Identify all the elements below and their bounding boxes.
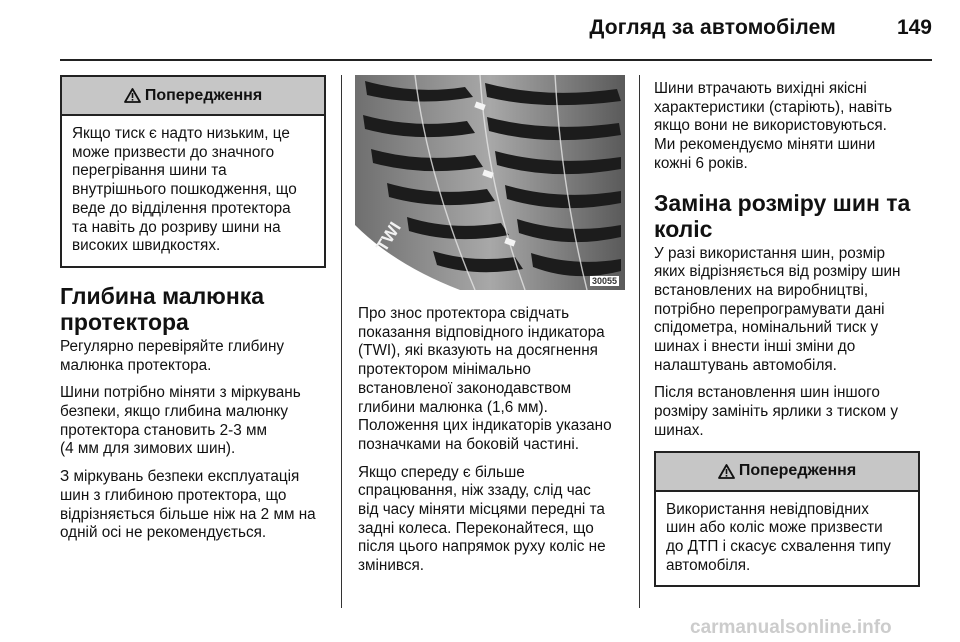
page-number: 149 <box>896 16 932 39</box>
column-divider-left <box>341 75 342 608</box>
text-line: та навіть до розриву шини на <box>72 218 281 236</box>
paragraph <box>358 305 628 455</box>
paragraph <box>654 245 934 376</box>
text-line: Використання невідповідних <box>666 500 869 518</box>
text-line: одній осі не рекомендується. <box>60 524 267 542</box>
text-line: автомобіля. <box>666 556 751 574</box>
column-middle <box>358 305 628 585</box>
text-line: спрацювання, ніж ззаду, слід час <box>358 482 591 500</box>
text-line: протектором мінімально <box>358 361 531 379</box>
warning-header <box>656 453 918 492</box>
warning-text <box>656 492 918 586</box>
tyre-tread-figure <box>355 75 625 290</box>
text-line: змінився. <box>358 557 425 575</box>
text-line: позначками на боковій частині. <box>358 435 580 453</box>
text-line: відрізняється більше ніж на 2 мм на <box>60 505 316 523</box>
section-heading <box>654 190 934 242</box>
text-line: шин або коліс може призвести <box>666 519 883 537</box>
text-line: Шини втрачають вихідні якісні <box>654 80 867 97</box>
paragraph <box>60 468 328 543</box>
header-rule <box>60 59 932 61</box>
watermark: carmanualsonline.info <box>690 617 892 638</box>
heading-line: коліс <box>654 215 713 242</box>
text-line: розміру замініть ярлики з тиском у <box>654 403 898 421</box>
text-line: задні колеса. Переконайтеся, що <box>358 519 594 537</box>
tyre-tread-illustration <box>355 75 625 290</box>
text-line: потрібно перепрограмувати дані <box>654 300 885 318</box>
text-line: встановленої законодавством <box>358 379 572 397</box>
page-title: Догляд за автомобілем <box>589 16 836 39</box>
text-line: (4 мм для зимових шин). <box>60 440 236 458</box>
text-line: після цього напрямок руху коліс не <box>358 538 606 556</box>
text-line: глибини малюнка (1,6 мм). <box>358 398 548 416</box>
tyre-marking: TWI <box>372 218 405 256</box>
text-line: Якщо тиск є надто низьким, це <box>72 125 290 142</box>
text-line: високих швидкостях. <box>72 237 221 255</box>
section-heading <box>60 283 328 335</box>
text-line: (TWI), які вказують на досягнення <box>358 342 598 360</box>
text-line: спідометра, номінальний тиск у <box>654 319 879 337</box>
heading-line: Глибина малюнка <box>60 282 265 309</box>
paragraph <box>654 384 934 440</box>
text-line: Ми рекомендуємо міняти шини <box>654 136 876 154</box>
column-left <box>60 75 328 552</box>
warning-icon <box>124 88 141 103</box>
text-line: якщо вони не використовуються. <box>654 117 887 135</box>
text-line: характеристики (старіють), навіть <box>654 98 893 116</box>
text-line: може призвести до значного <box>72 143 275 161</box>
text-line: Про знос протектора свідчать <box>358 305 570 322</box>
text-line: перегрівання шини та <box>72 162 227 180</box>
text-line: до ДТП і скасує схвалення типу <box>666 537 891 555</box>
text-line: шинах. <box>654 421 704 439</box>
warning-icon <box>718 464 735 479</box>
paragraph <box>60 384 328 459</box>
text-line: малюнка протектора. <box>60 356 212 374</box>
text-line: показання відповідного індикатора <box>358 323 605 341</box>
text-line: Шини потрібно міняти з міркувань <box>60 384 301 402</box>
warning-box <box>60 75 326 268</box>
warning-box <box>654 451 920 588</box>
column-right <box>654 80 934 587</box>
paragraph <box>60 338 328 375</box>
text-line: кожні 6 років. <box>654 154 748 172</box>
warning-title: Попередження <box>738 462 857 480</box>
warning-title: Попередження <box>144 86 263 104</box>
text-line: протектора становить 2-3 мм <box>60 421 268 439</box>
text-line: від часу міняти місцями передні та <box>358 501 605 519</box>
text-line: Регулярно перевіряйте глибину <box>60 337 285 355</box>
text-line: шин з глибиною протектора, що <box>60 486 287 504</box>
heading-line: Заміна розміру шин та <box>654 189 911 216</box>
text-line: встановлених на виробництві, <box>654 281 869 299</box>
text-line: Положення цих індикаторів указано <box>358 417 612 435</box>
paragraph <box>358 464 628 576</box>
text-line: внутрішнього пошкодження, що <box>72 181 297 199</box>
text-line: яких відрізняється від розміру шин <box>654 263 901 281</box>
figure-code: 30055 <box>591 276 617 286</box>
text-line: Якщо спереду є більше <box>358 463 525 481</box>
column-divider-right <box>639 75 640 608</box>
text-line: налаштувань автомобіля. <box>654 356 837 374</box>
text-line: З міркувань безпеки експлуатація <box>60 468 300 486</box>
text-line: шинах і внести інші зміни до <box>654 338 856 356</box>
text-line: веде до відділення протектора <box>72 199 291 217</box>
text-line: безпеки, якщо глибина малюнку <box>60 403 289 421</box>
text-line: Після встановлення шин іншого <box>654 384 880 402</box>
heading-line: протектора <box>60 308 189 335</box>
paragraph <box>654 80 934 174</box>
text-line: У разі використання шин, розмір <box>654 244 886 262</box>
warning-text <box>62 116 324 266</box>
warning-header <box>62 77 324 116</box>
